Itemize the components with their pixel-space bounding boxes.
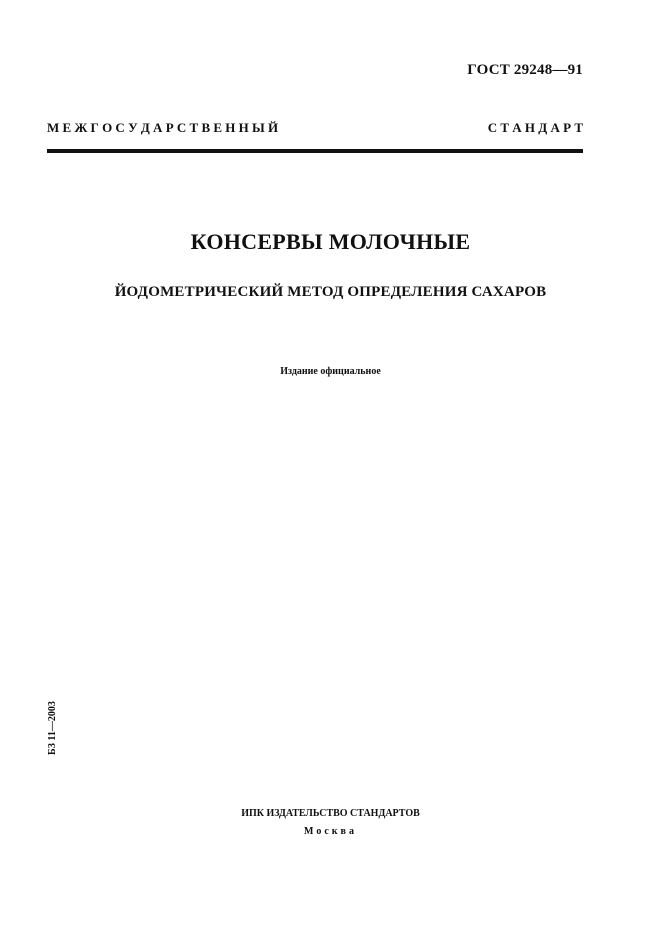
document-title: КОНСЕРВЫ МОЛОЧНЫЕ (190, 229, 471, 254)
gost-number: ГОСТ 29248—91 (467, 62, 583, 78)
header-divider (47, 149, 583, 153)
edition-note: Издание официальное (280, 366, 381, 377)
standard-type-word-interstate: М Е Ж Г О С У Д А Р С Т В Е Н Н Ы Й (47, 120, 279, 135)
document-subtitle: ЙОДОМЕТРИЧЕСКИЙ МЕТОД ОПРЕДЕЛЕНИЯ САХАРОВ (114, 284, 547, 300)
standard-type-heading (47, 120, 583, 136)
publisher-city: Москва (304, 826, 357, 837)
side-code: БЗ 11—2003 (47, 701, 58, 755)
standard-type-word-standard: С Т А Н Д А Р Т (487, 120, 583, 135)
publisher-name: ИПК ИЗДАТЕЛЬСТВО СТАНДАРТОВ (241, 808, 420, 819)
